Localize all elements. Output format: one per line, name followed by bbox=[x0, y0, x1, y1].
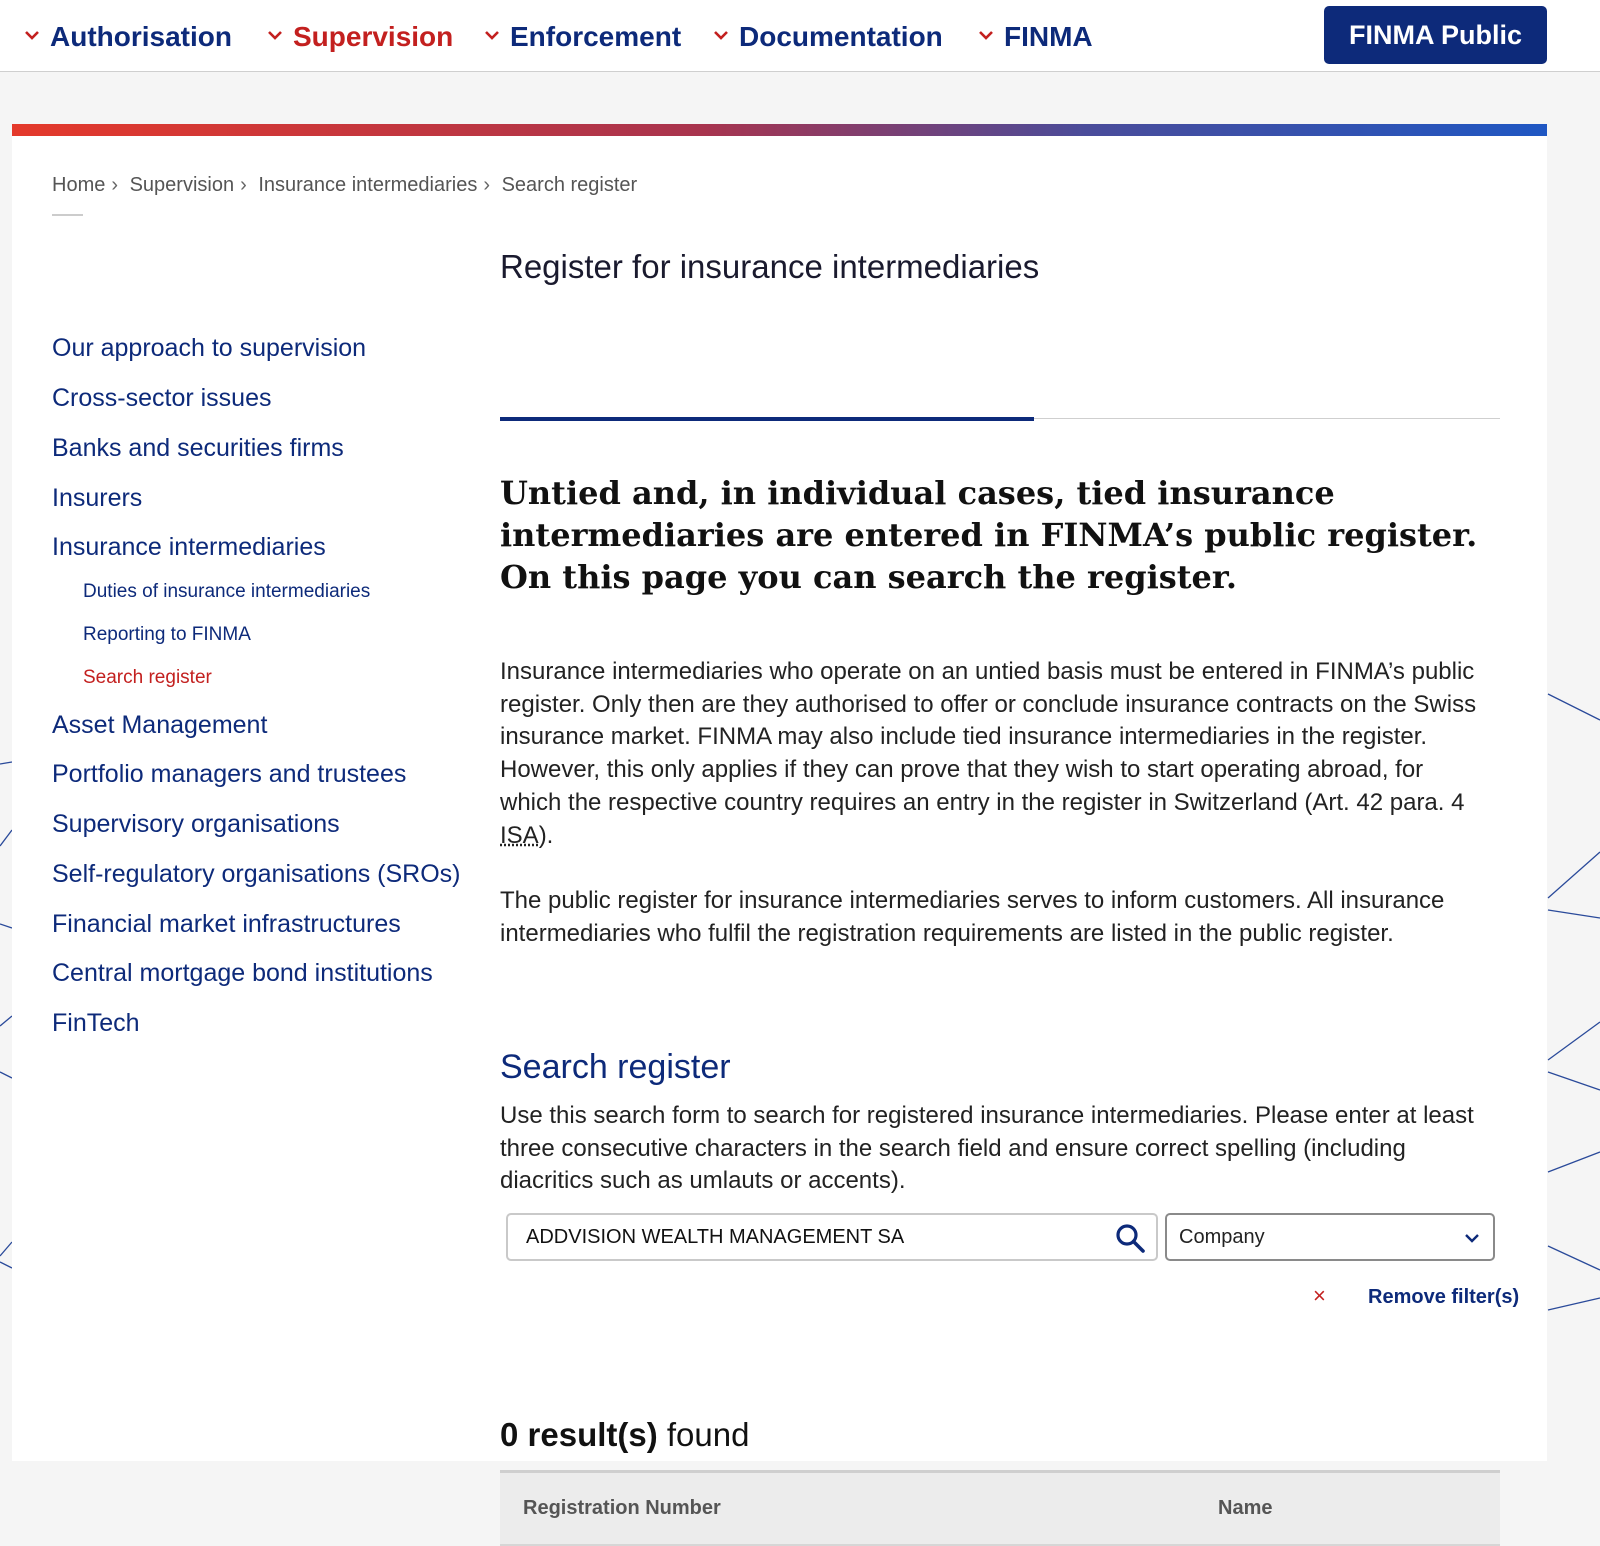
nav-item-label: Enforcement bbox=[510, 21, 682, 52]
results-table-header bbox=[500, 1470, 1500, 1546]
lead-text: Untied and, in individual cases, tied insurance intermediaries are entered in FINMA’s public register. On this page you can search the register. bbox=[500, 474, 1478, 596]
isa-abbreviation: ISA bbox=[500, 821, 539, 849]
nav-item-authorisation[interactable] bbox=[24, 20, 232, 54]
nav-item-supervision[interactable] bbox=[267, 20, 453, 54]
sidebar-item-approach[interactable]: Our approach to supervision bbox=[52, 334, 367, 362]
sidebar-item-mortgage-bond[interactable]: Central mortgage bond institutions bbox=[52, 959, 433, 987]
sidebar-item-insurance-intermediaries[interactable]: Insurance intermediaries bbox=[52, 533, 326, 561]
nav-item-label: Supervision bbox=[293, 21, 454, 52]
breadcrumb-home[interactable]: Home bbox=[52, 174, 106, 196]
nav-item-label: Authorisation bbox=[50, 21, 232, 52]
title-underline bbox=[500, 417, 1034, 421]
search-icon[interactable] bbox=[1114, 1222, 1146, 1254]
results-found-label: found bbox=[666, 1416, 750, 1453]
nav-item-finma[interactable] bbox=[978, 20, 1093, 54]
top-navigation bbox=[0, 0, 1600, 72]
sidebar-subitem-reporting[interactable]: Reporting to FINMA bbox=[83, 624, 251, 645]
sidebar-item-asset-management[interactable]: Asset Management bbox=[52, 711, 268, 739]
close-icon[interactable]: × bbox=[1313, 1283, 1326, 1308]
nav-item-documentation[interactable] bbox=[713, 20, 943, 54]
breadcrumb-supervision[interactable]: Supervision bbox=[129, 174, 235, 196]
breadcrumb-separator: › bbox=[111, 174, 119, 196]
column-header-registration-number[interactable]: Registration Number bbox=[523, 1497, 721, 1519]
sidebar-item-fintech[interactable]: FinTech bbox=[52, 1009, 140, 1037]
filter-select-value: Company bbox=[1179, 1225, 1265, 1248]
finma-public-button[interactable]: FINMA Public bbox=[1324, 6, 1547, 64]
chevron-down-icon bbox=[1463, 1229, 1481, 1247]
sidebar-item-banks[interactable]: Banks and securities firms bbox=[52, 434, 344, 462]
intro-paragraph-text: Insurance intermediaries who operate on an untied basis must be entered in FINMA’s public register. Only then are they authorised to offer or conclude insurance contracts on the Swiss insurance market. FINMA may also include tied insurance intermediaries in the register. However, this only applies if they can prove that they wish to start operating abroad, for which the respective country requires an entry in the register in Switzerland (Art. 42 para. 4 bbox=[500, 658, 1477, 816]
breadcrumb-separator: › bbox=[240, 174, 247, 196]
search-heading: Search register bbox=[500, 1048, 731, 1086]
results-count-value: 0 result(s) bbox=[500, 1416, 658, 1453]
column-header-name[interactable]: Name bbox=[1218, 1497, 1273, 1519]
chevron-down-icon bbox=[484, 27, 500, 43]
page-title: Register for insurance intermediaries bbox=[500, 248, 1040, 285]
intro-paragraph-end: ). bbox=[538, 821, 554, 849]
breadcrumb-search-register: Search register bbox=[501, 174, 638, 196]
sidebar-item-insurers[interactable]: Insurers bbox=[52, 484, 143, 512]
nav-item-label: Documentation bbox=[739, 21, 943, 52]
sidebar-subitem-duties[interactable]: Duties of insurance intermediaries bbox=[83, 581, 371, 602]
search-description: Use this search form to search for registered insurance intermediaries. Please enter at least three consecutive characters in the search field and ensure correct spelling (including diacritics such as umlauts or accents). bbox=[500, 1102, 1474, 1195]
gradient-bar bbox=[12, 124, 1547, 136]
filter-select[interactable] bbox=[1165, 1213, 1495, 1261]
sidebar-item-fmi[interactable]: Financial market infrastructures bbox=[52, 910, 401, 938]
breadcrumb bbox=[52, 174, 643, 197]
nav-item-label: FINMA bbox=[1004, 21, 1093, 52]
sidebar-item-portfolio-managers[interactable]: Portfolio managers and trustees bbox=[52, 760, 407, 788]
register-info-paragraph: The public register for insurance intermediaries serves to inform customers. All insurance intermediaries who fulfil the registration requirements are listed in the public register. bbox=[500, 887, 1445, 947]
sidebar-subitem-search-register[interactable]: Search register bbox=[83, 667, 212, 688]
breadcrumb-rule bbox=[52, 214, 83, 216]
sidebar-item-supervisory-organisations[interactable]: Supervisory organisations bbox=[52, 810, 340, 838]
results-count bbox=[500, 1416, 749, 1454]
breadcrumb-separator: › bbox=[483, 174, 491, 196]
search-input[interactable] bbox=[508, 1215, 1098, 1259]
chevron-down-icon bbox=[267, 27, 283, 43]
search-box bbox=[506, 1213, 1158, 1261]
remove-filters-link[interactable]: Remove filter(s) bbox=[1368, 1286, 1520, 1308]
chevron-down-icon bbox=[978, 27, 994, 43]
breadcrumb-insurance-intermediaries[interactable]: Insurance intermediaries bbox=[258, 174, 478, 196]
nav-item-enforcement[interactable] bbox=[484, 20, 681, 54]
chevron-down-icon bbox=[24, 27, 40, 43]
main-panel bbox=[12, 124, 1547, 1519]
sidebar-item-sros[interactable]: Self-regulatory organisations (SROs) bbox=[52, 860, 461, 888]
chevron-down-icon bbox=[713, 27, 729, 43]
sidebar-item-cross-sector[interactable]: Cross-sector issues bbox=[52, 384, 272, 412]
intro-paragraph bbox=[500, 656, 1490, 852]
